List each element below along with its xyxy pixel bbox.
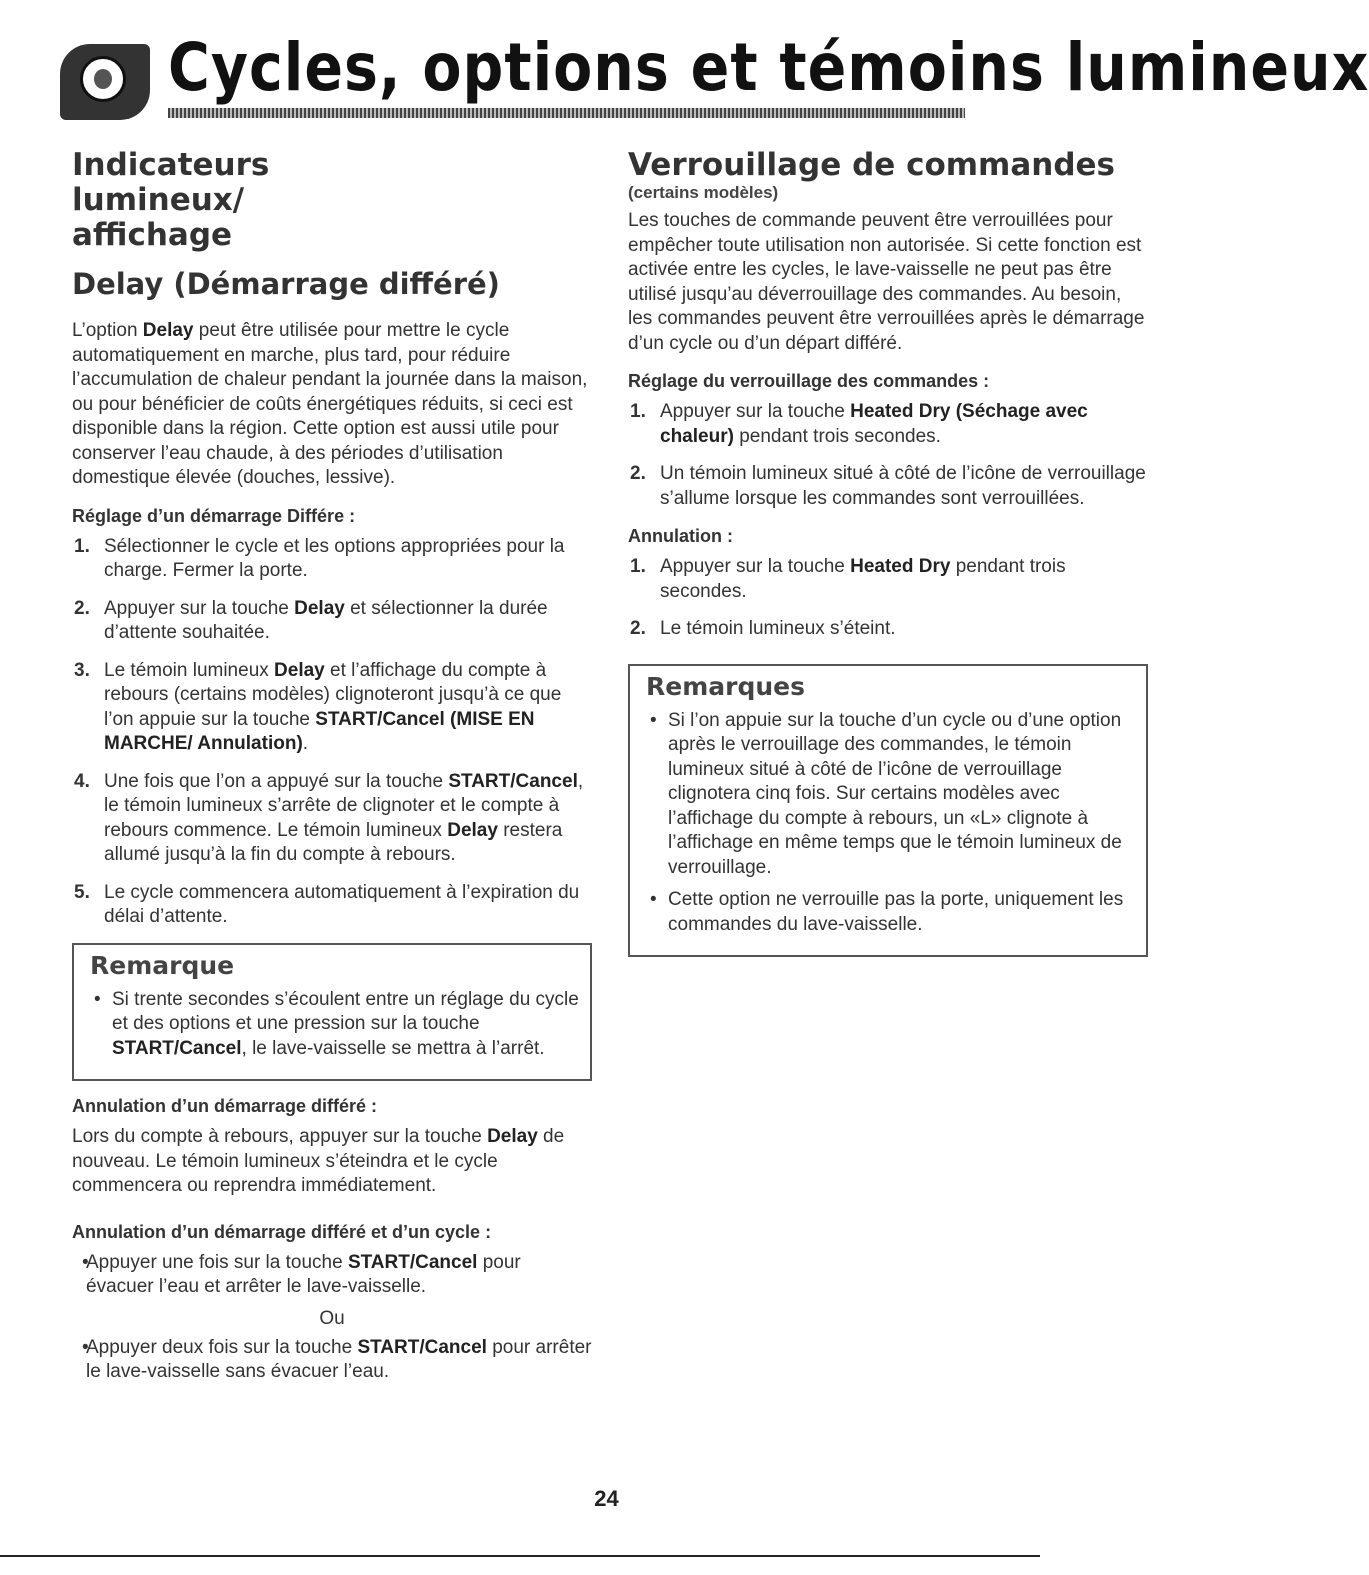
text-run: Le témoin lumineux xyxy=(104,659,275,681)
text-run: Sélectionner le cycle et les options appropriées pour la charge. Fermer la porte. xyxy=(104,535,565,581)
lock-steps-list xyxy=(628,400,1148,511)
lock-intro: Les touches de commande peuvent être verrouillées pour empêcher toute utilisation non autorisée. Si cette fonction est activée entre les cycles, le lave-vaisselle ne peut pas être utilisé jusqu’au déverrouillage des commandes. Au besoin, les commandes peuvent être verrouillées après le démarrage d’un cycle ou d’un départ différé. xyxy=(628,210,1145,354)
note-bullet xyxy=(84,988,580,1062)
key-start-cancel: START/Cancel xyxy=(112,1037,242,1059)
list-item xyxy=(72,881,592,930)
lock-setting-label: Réglage du verrouillage des commandes : xyxy=(628,371,990,391)
notes-title: Remarques xyxy=(646,671,805,701)
text-run: restera allumé jusqu’à la fin du compte à rebours. xyxy=(104,819,563,865)
list-item xyxy=(72,770,592,868)
list-item xyxy=(628,400,1148,449)
text-run: et l’affichage du compte à rebours (certains modèles) clignoteront jusqu’à ce que l’on appuie sur la touche xyxy=(104,659,562,730)
text-run: Lors du compte à rebours, appuyer sur la touche xyxy=(72,1126,488,1147)
list-item xyxy=(72,597,592,646)
page-header xyxy=(60,30,1369,122)
list-item xyxy=(628,555,1148,604)
text-run: pour arrêter le lave-vaisselle sans évacuer l’eau. xyxy=(86,1336,592,1382)
list-item xyxy=(628,462,1148,511)
delay-cycle-cancel-label: Annulation d’un démarrage différé et d’un cycle : xyxy=(72,1221,492,1242)
note-bullet: • Si l’on appuie sur la touche d’un cycle ou d’une option après le verrouillage des commandes, le témoin lumineux situé à côté de l’icône de verrouillage clignotera cinq fois. Sur certains modèles avec l’affichage du compte à rebours, un «L» clignote à l’affichage en même temps que le témoin lumineux de verrouillage. xyxy=(640,709,1136,881)
lock-cancel-list xyxy=(628,555,1148,642)
text-run: L’option xyxy=(72,320,143,341)
dishwasher-dial-icon xyxy=(60,44,150,120)
step-number: 1. xyxy=(630,556,646,577)
key-heated-dry: Heated Dry xyxy=(850,556,951,577)
text-run: de nouveau. Le témoin lumineux s’éteindra et le cycle commencera ou reprendra immédiatement. xyxy=(72,1126,565,1196)
or-separator: Ou xyxy=(319,1307,345,1329)
list-item xyxy=(72,535,592,584)
step-number: 4. xyxy=(74,770,90,792)
text-run: peut être utilisée pour mettre le cycle automatiquement en marche, plus tard, pour réduire l’accumulation de chaleur pendant la journée dans la maison, ou pour bénéficier de coûts énergétiques réduits, si ceci est disponible dans la région. Cette option est aussi utile pour conserver l’eau chaude, à des périodes d’utilisation domestique élevée (douches, lessive). xyxy=(72,320,588,488)
page-number: 24 xyxy=(594,1486,619,1511)
text-run: Le cycle commencera automatiquement à l’expiration du délai d’attente. xyxy=(104,881,580,927)
delay-intro xyxy=(72,319,592,491)
cancel-option-two xyxy=(72,1336,592,1385)
models-note: (certains modèles) xyxy=(628,183,779,202)
key-start-cancel: START/Cancel xyxy=(448,770,578,792)
key-start-cancel: START/Cancel (MISE EN MARCHE/ Annulation) xyxy=(104,708,535,754)
header-divider xyxy=(168,108,965,118)
text-run: pour évacuer l’eau et arrêter le lave-vaisselle. xyxy=(86,1251,521,1297)
key-delay: Delay xyxy=(487,1126,538,1147)
right-column xyxy=(628,148,1148,971)
key-start-cancel: START/Cancel xyxy=(357,1336,487,1358)
text-run: Le témoin lumineux s’éteint. xyxy=(660,618,896,639)
notes-box xyxy=(628,664,1148,958)
text-run: . xyxy=(302,733,309,754)
step-number: 2. xyxy=(630,618,646,639)
text-run: , le témoin lumineux s’arrête de clignoter et le compte à rebours commence. Le témoin lumineux xyxy=(104,770,584,841)
subsection-heading-delay: Delay (Démarrage différé) xyxy=(72,267,500,301)
left-column xyxy=(72,148,592,1393)
text-run: Appuyer une fois sur la touche xyxy=(86,1251,348,1273)
text-run: Appuyer deux fois sur la touche xyxy=(86,1336,358,1358)
step-number: 1. xyxy=(630,401,646,422)
text-run: Un témoin lumineux situé à côté de l’icône de verrouillage s’allume lorsque les commandes sont verrouillées. xyxy=(660,463,1146,509)
key-start-cancel: START/Cancel xyxy=(347,1251,478,1273)
text-run: pendant trois secondes. xyxy=(660,556,1066,602)
delay-cancel-text xyxy=(72,1125,592,1199)
list-item xyxy=(72,659,592,757)
text-run: Appuyer sur la touche xyxy=(660,556,851,577)
step-number: 5. xyxy=(74,881,90,903)
note-bullet: • Cette option ne verrouille pas la porte, uniquement les commandes du lave-vaisselle. xyxy=(640,888,1136,937)
key-delay: Delay xyxy=(294,597,345,619)
section-heading-control-lock: Verrouillage de commandes xyxy=(628,147,1116,183)
lock-cancel-label: Annulation : xyxy=(628,526,733,546)
delay-cancel-label: Annulation d’un démarrage différé : xyxy=(72,1096,378,1116)
page-title: Cycles, options et témoins lumineux xyxy=(168,30,1369,106)
step-number: 2. xyxy=(630,463,646,484)
step-number: 3. xyxy=(74,659,90,681)
text-run: , le lave-vaisselle se mettra à l’arrêt. xyxy=(241,1037,545,1059)
text-run: Si trente secondes s’écoulent entre un réglage du cycle et des options et une pression sur la touche xyxy=(112,988,579,1034)
text-run: Appuyer sur la touche xyxy=(660,401,851,422)
delay-setting-label: Réglage d’un démarrage Différe : xyxy=(72,505,356,526)
section-heading-indicators: Indicateurs lumineux/ affichage xyxy=(72,147,270,253)
key-heated-dry: Heated Dry (Séchage avec chaleur) xyxy=(660,401,1088,447)
key-delay: Delay xyxy=(274,659,325,681)
step-number: 1. xyxy=(74,535,90,557)
step-number: 2. xyxy=(74,597,90,619)
delay-steps-list xyxy=(72,535,592,930)
note-title: Remarque xyxy=(90,950,235,980)
text-run: Une fois que l’on a appuyé sur la touche xyxy=(104,770,449,792)
key-delay: Delay xyxy=(447,819,498,841)
text-run: et sélectionner la durée d’attente souhaitée. xyxy=(104,597,548,643)
note-box xyxy=(72,943,592,1082)
key-delay: Delay xyxy=(142,320,194,341)
list-item xyxy=(628,617,1148,642)
cancel-option-one xyxy=(72,1251,592,1300)
text-run: pendant trois secondes. xyxy=(733,425,941,447)
text-run: Appuyer sur la touche xyxy=(104,597,295,619)
footer-divider xyxy=(0,1555,1040,1557)
